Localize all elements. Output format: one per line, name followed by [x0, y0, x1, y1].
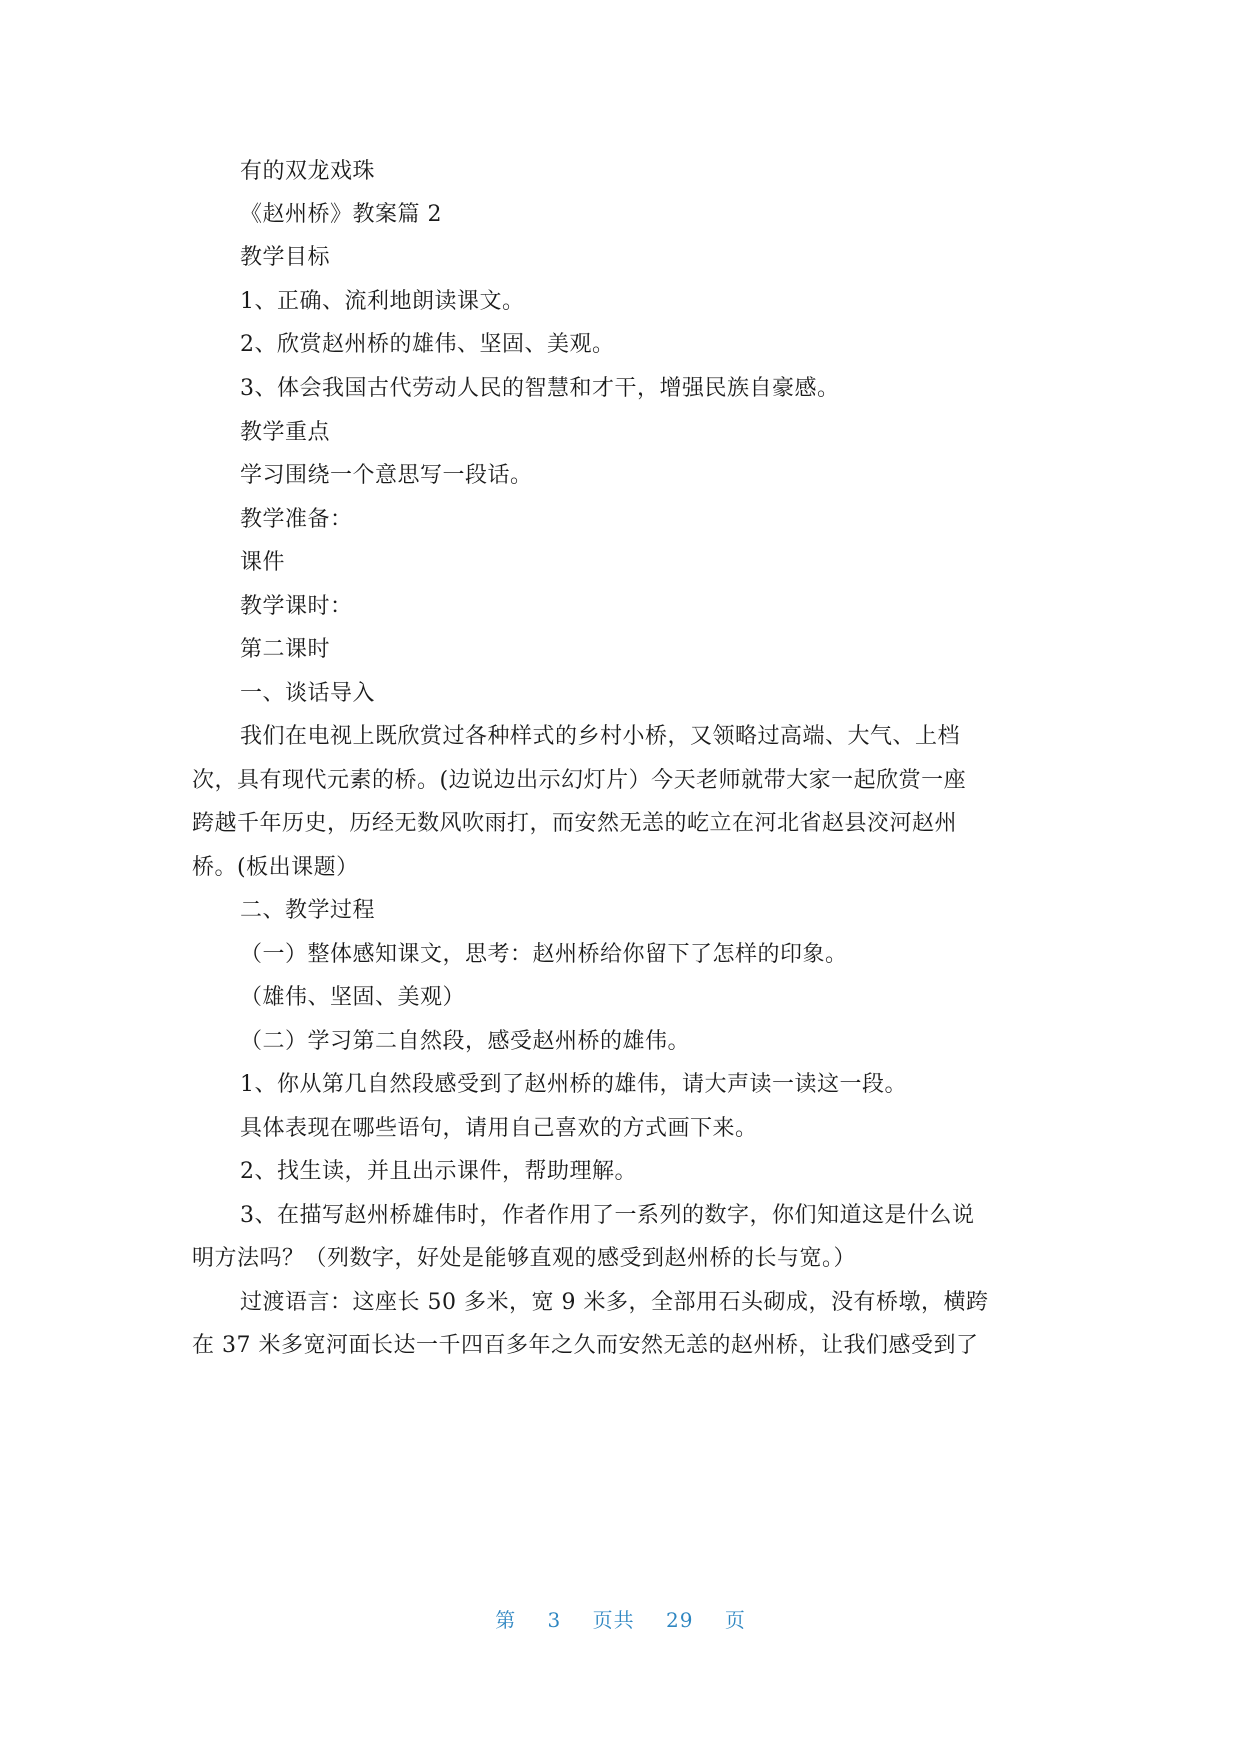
footer-prefix: 第 [495, 1608, 517, 1632]
paragraph-line: 次，具有现代元素的桥。(边说边出示幻灯片）今天老师就带大家一起欣赏一座 [192, 768, 967, 793]
text-line: 课件 [240, 550, 286, 575]
paragraph-line: 在 37 米多宽河面长达一千四百多年之久而安然无恙的赵州桥，让我们感受到了 [192, 1333, 979, 1358]
paragraph-line: 我们在电视上既欣赏过各种样式的乡村小桥，又领略过高端、大气、上档 [240, 724, 961, 749]
text-line: 第二课时 [240, 637, 331, 662]
text-line: 具体表现在哪些语句，请用自己喜欢的方式画下来。 [240, 1116, 758, 1141]
text-line: 3、体会我国古代劳动人民的智慧和才干，增强民族自豪感。 [240, 376, 840, 401]
text-line: （一）整体感知课文，思考：赵州桥给你留下了怎样的印象。 [240, 942, 848, 967]
text-line: 二、教学过程 [240, 898, 376, 923]
footer-middle: 页共 [592, 1608, 635, 1632]
text-line: （二）学习第二自然段，感受赵州桥的雄伟。 [240, 1029, 691, 1054]
text-line: 有的双龙戏珠 [240, 159, 376, 184]
paragraph-line: 过渡语言：这座长 50 多米，宽 9 米多，全部用石头砌成，没有桥墩，横跨 [240, 1290, 989, 1315]
text-line: 学习围绕一个意思写一段话。 [240, 463, 533, 488]
text-line: 教学准备： [240, 507, 353, 532]
text-line: 1、你从第几自然段感受到了赵州桥的雄伟，请大声读一读这一段。 [240, 1072, 907, 1097]
page-footer [0, 1604, 1241, 1633]
text-line: 2、找生读，并且出示课件，帮助理解。 [240, 1159, 637, 1184]
paragraph-line: 3、在描写赵州桥雄伟时，作者作用了一系列的数字，你们知道这是什么说 [240, 1203, 975, 1228]
section-heading: 《赵州桥》教案篇 2 [240, 202, 442, 227]
paragraph-line: 明方法吗？（列数字，好处是能够直观的感受到赵州桥的长与宽。） [192, 1246, 857, 1271]
text-line: 教学重点 [240, 420, 331, 445]
text-line: 2、欣赏赵州桥的雄伟、坚固、美观。 [240, 332, 615, 357]
text-line: （雄伟、坚固、美观） [240, 985, 466, 1010]
text-line: 1、正确、流利地朗读课文。 [240, 289, 525, 314]
paragraph-line: 跨越千年历史，历经无数风吹雨打，而安然无恙的屹立在河北省赵县洨河赵州 [192, 811, 958, 836]
footer-total-pages: 29 [666, 1608, 694, 1632]
footer-suffix: 页 [724, 1608, 746, 1632]
text-line: 教学课时： [240, 594, 353, 619]
paragraph-line: 桥。(板出课题） [192, 855, 359, 880]
text-line: 一、谈话导入 [240, 681, 376, 706]
text-line: 教学目标 [240, 245, 331, 270]
footer-current-page: 3 [547, 1608, 562, 1632]
